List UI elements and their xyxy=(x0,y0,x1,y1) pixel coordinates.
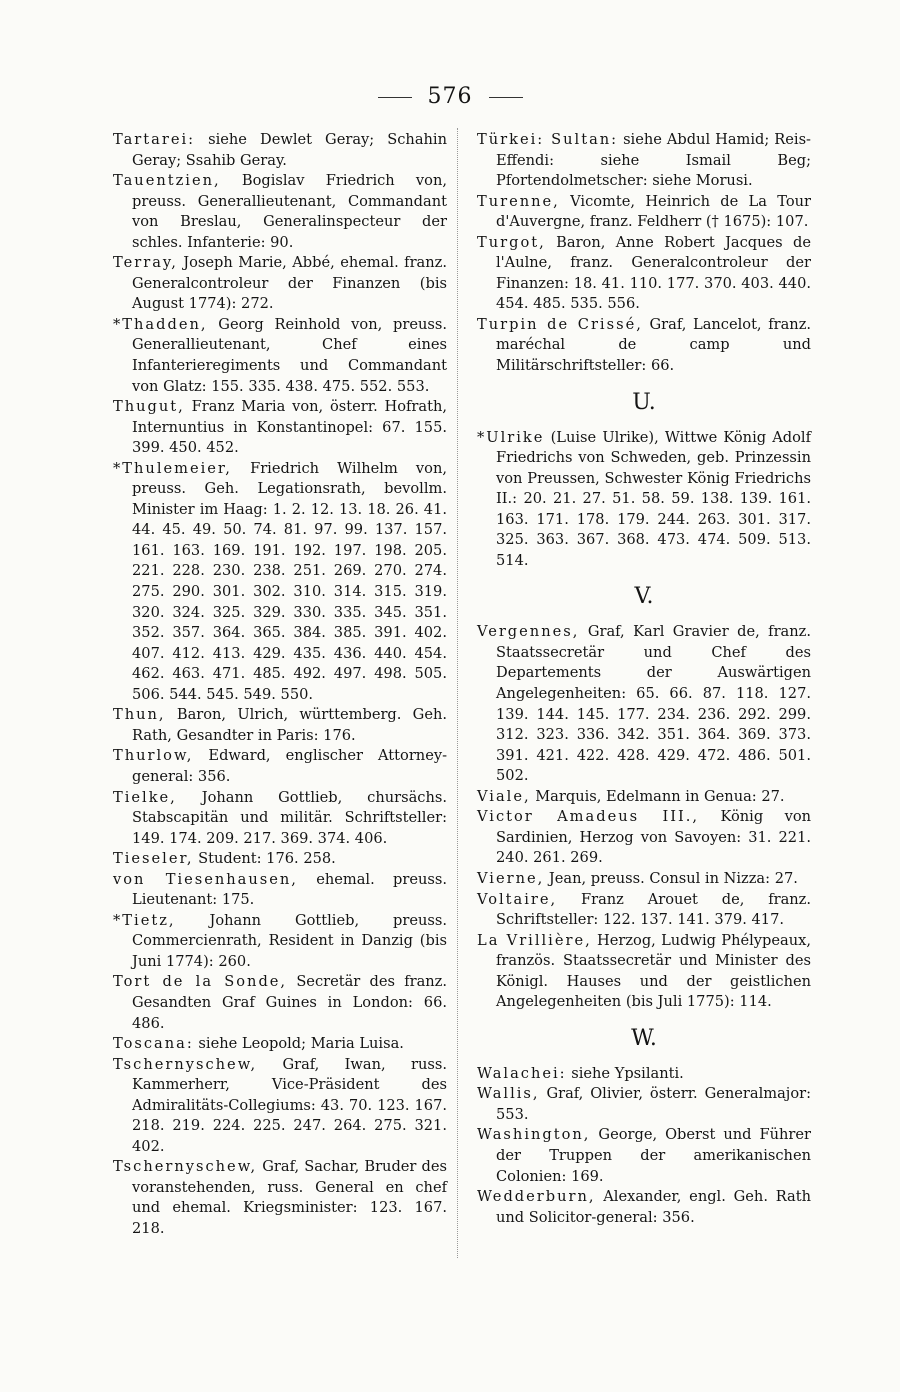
entry-headword: Tieseler, xyxy=(113,850,194,868)
entry-text: Bogislav Friedrich von, preuss. Generallieutenant, Commandant von Breslau, Generalinspecteur der schles. Infanterie: 90. xyxy=(132,172,447,251)
entry-headword: *Ulrike xyxy=(477,428,545,446)
index-entry xyxy=(113,705,447,746)
entry-headword: Toscana: xyxy=(113,1035,194,1053)
entry-headword: *Thadden, xyxy=(113,315,208,333)
index-entry xyxy=(113,1055,447,1158)
entry-headword: La Vrillière, xyxy=(477,931,592,949)
entry-text: Secretär des franz. Gesandten Graf Guines in London: 66. 486. xyxy=(132,973,448,1032)
entry-headword: *Tietz, xyxy=(113,911,176,929)
entry-text: Georg Reinhold von, preuss. Generallieutenant, Chef eines Infanterieregiments und Commandant von Glatz: 155. 335. 438. 475. 552. 553. xyxy=(132,315,447,395)
entry-headword: Turgot, xyxy=(477,233,546,251)
entry-text: siehe Ypsilanti. xyxy=(571,1064,684,1082)
entry-text: Alexander, engl. Geh. Rath und Solicitor-general: 356. xyxy=(496,1188,812,1226)
index-entry xyxy=(477,622,811,786)
index-entry xyxy=(477,1084,811,1125)
index-entry xyxy=(113,253,447,315)
index-entry xyxy=(113,972,447,1034)
entry-text: Vicomte, Heinrich de La Tour d'Auvergne, franz. Feldherr († 1675): 107. xyxy=(496,192,811,231)
page-number: 576 xyxy=(427,84,473,109)
index-entry xyxy=(113,849,447,870)
entry-headword: *Thulemeier, xyxy=(113,459,232,477)
index-entry xyxy=(477,1064,811,1085)
header-rule-right xyxy=(489,97,523,98)
entry-headword: Terray, xyxy=(113,254,178,272)
entry-headword: Vergennes, xyxy=(477,623,580,641)
index-entry xyxy=(477,869,811,890)
index-entry xyxy=(113,1034,447,1055)
entry-headword: Tielke, xyxy=(113,788,177,806)
entry-text: Herzog, Ludwig Phélypeaux, französ. Staatssecretär und Minister des Königl. Hauses und der geistlichen Angelegenheiten (bis Juli 1775): 114. xyxy=(496,931,811,1011)
entry-headword: Washington, xyxy=(477,1126,591,1144)
entry-headword: Thurlow, xyxy=(113,747,194,765)
header-rule-left xyxy=(378,97,412,98)
entry-text: Franz Maria von, österr. Hofrath, Internuntius in Konstantinopel: 67. 155. 399. 450. 452. xyxy=(132,398,448,457)
entry-text: ehemal. preuss. Lieutenant: 175. xyxy=(132,870,447,909)
entry-text: Graf, Iwan, russ. Kammerherr, Vice-Präsident des Admiralitäts-Collegiums: 43. 70. 123. 167. 218. 219. 224. 225. 247. 264. 275. 321. 402. xyxy=(132,1055,448,1155)
entry-headword: Viale, xyxy=(477,787,531,805)
index-entry xyxy=(113,315,447,397)
entry-text: Baron, Ulrich, württemberg. Geh. Rath, Gesandter in Paris: 176. xyxy=(132,706,447,744)
entry-text: Friedrich Wilhelm von, preuss. Geh. Legationsrath, bevollm. Minister im Haag: 1. 2. 12. 13. 18. 26. 41. 44. 45. 49. 50. 74. 81. 97. 99. 137. 157. 161. 163. 169. 191. 192. 197. 198. 205. 221. 228. 230. 238. 251. 269. 270. 274. 275. 290. 301. 302. 310. 314. 315. 319. 320. 324. 325. 329. 330. 335. 345. 351. 352. 357. 364. 365. 384. 385. 391. 402. 407. 412. 413. 429. 435. 436. 440. 454. 462. 463. 471. 485. 492. 497. 498. 505. 506. 544. 545. 549. 550. xyxy=(132,459,447,703)
entry-headword: Turpin de Crissé, xyxy=(477,315,643,333)
entry-text: Edward, englischer Attorney-general: 356. xyxy=(132,747,448,785)
entry-text: Franz Arouet de, franz. Schriftsteller: 122. 137. 141. 379. 417. xyxy=(496,890,812,929)
entry-headword: Thugut, xyxy=(113,398,185,416)
index-entry xyxy=(477,130,811,192)
entry-headword: Tschernyschew, xyxy=(113,1158,258,1176)
entry-text: Graf, Lancelot, franz. maréchal de camp und Militärschriftsteller: 66. xyxy=(496,315,812,375)
entry-headword: Vierne, xyxy=(477,869,545,887)
entry-text: Johann Gottlieb, preuss. Commercienrath, Resident in Danzig (bis Juni 1774): 260. xyxy=(132,911,447,970)
index-entry xyxy=(477,192,811,233)
entry-text: Graf, Karl Gravier de, franz. Staatssecretär und Chef des Departements der Auswärtigen Angelegenheiten: 65. 66. 87. 118. 127. 139. 144. 145. 177. 234. 236. 292. 299. 312. 323. 336. 342. 351. 364. 369. 373. 391. 421. 422. 428. 429. 472. 486. 501. 502. xyxy=(496,623,811,785)
index-column-right xyxy=(477,130,811,1228)
entry-text: siehe Abdul Hamid; Reis-Effendi: siehe Ismail Beg; Pfortendolmetscher: siehe Morusi. xyxy=(496,131,811,190)
column-divider xyxy=(457,128,458,1258)
entry-text: Jean, preuss. Consul in Nizza: 27. xyxy=(548,869,798,887)
entry-text: (Luise Ulrike), Wittwe König Adolf Friedrichs von Schweden, geb. Prinzessin von Preussen, Schwester König Friedrichs II.: 20. 21. 27. 51. 58. 59. 138. 139. 161. 163. 171. 178. 179. 244. 263. 301. 317. 325. 363. 367. 368. 473. 474. 509. 513. 514. xyxy=(496,428,812,569)
index-entry xyxy=(477,931,811,1013)
index-entry xyxy=(113,130,447,171)
index-entry xyxy=(477,1125,811,1187)
index-entry xyxy=(113,397,447,459)
entry-headword: Türkei: Sultan: xyxy=(477,131,619,148)
entry-text: Graf, Olivier, österr. Generalmajor: 553. xyxy=(496,1085,812,1123)
index-entry xyxy=(477,428,811,572)
section-heading-w: W. xyxy=(631,1025,657,1051)
index-entry xyxy=(113,870,447,911)
entry-headword: Tartarei: xyxy=(113,131,196,148)
entry-headword: Walachei: xyxy=(477,1064,567,1082)
section-heading-v: V. xyxy=(634,584,654,610)
entry-headword: Voltaire, xyxy=(477,890,558,908)
entry-headword: Victor Amadeus III., xyxy=(477,808,700,826)
page-header xyxy=(0,84,900,109)
entry-headword: Wallis, xyxy=(477,1085,540,1103)
entry-headword: Tort de la Sonde, xyxy=(113,973,288,991)
index-entry xyxy=(113,788,447,850)
index-entry xyxy=(477,1187,811,1228)
entry-headword: Tauentzien, xyxy=(113,172,221,190)
entry-text: Johann Gottlieb, chursächs. Stabscapitän und militär. Schriftsteller: 149. 174. 209. 217. 369. 374. 406. xyxy=(132,788,447,847)
entry-headword: Turenne, xyxy=(477,192,560,210)
index-entry xyxy=(477,890,811,931)
index-entry xyxy=(113,1157,447,1239)
index-entry xyxy=(113,171,447,253)
entry-headword: Thun, xyxy=(113,706,166,724)
entry-text: siehe Leopold; Maria Luisa. xyxy=(198,1035,404,1053)
entry-headword: von Tiesenhausen, xyxy=(113,870,298,888)
entry-text: Joseph Marie, Abbé, ehemal. franz. Generalcontroleur der Finanzen (bis August 1774): 272. xyxy=(132,254,447,313)
index-entry xyxy=(477,807,811,869)
entry-text: Graf, Sachar, Bruder des voranstehenden, russ. General en chef und ehemal. Kriegsminister: 123. 167. 218. xyxy=(132,1158,447,1237)
entry-headword: Wedderburn, xyxy=(477,1188,596,1206)
index-entry xyxy=(477,787,811,808)
index-entry xyxy=(113,459,447,706)
entry-text: König von Sardinien, Herzog von Savoyen: 31. 221. 240. 261. 269. xyxy=(496,808,812,867)
index-column-left xyxy=(113,130,447,1240)
entry-text: George, Oberst und Führer der Truppen der amerikanischen Colonien: 169. xyxy=(496,1126,811,1185)
entry-text: Student: 176. 258. xyxy=(198,850,336,868)
index-entry xyxy=(477,233,811,315)
entry-text: Baron, Anne Robert Jacques de l'Aulne, franz. Generalcontroleur der Finanzen: 18. 41. 110. 177. 370. 403. 440. 454. 485. 535. 556. xyxy=(496,233,812,313)
entry-text: siehe Dewlet Geray; Schahin Geray; Ssahib Geray. xyxy=(132,131,447,169)
entry-headword: Tschernyschew, xyxy=(113,1055,258,1073)
entry-text: Marquis, Edelmann in Genua: 27. xyxy=(535,787,785,805)
index-entry xyxy=(477,315,811,377)
index-entry xyxy=(113,911,447,973)
index-entry xyxy=(113,746,447,787)
section-heading-u: U. xyxy=(632,389,656,415)
